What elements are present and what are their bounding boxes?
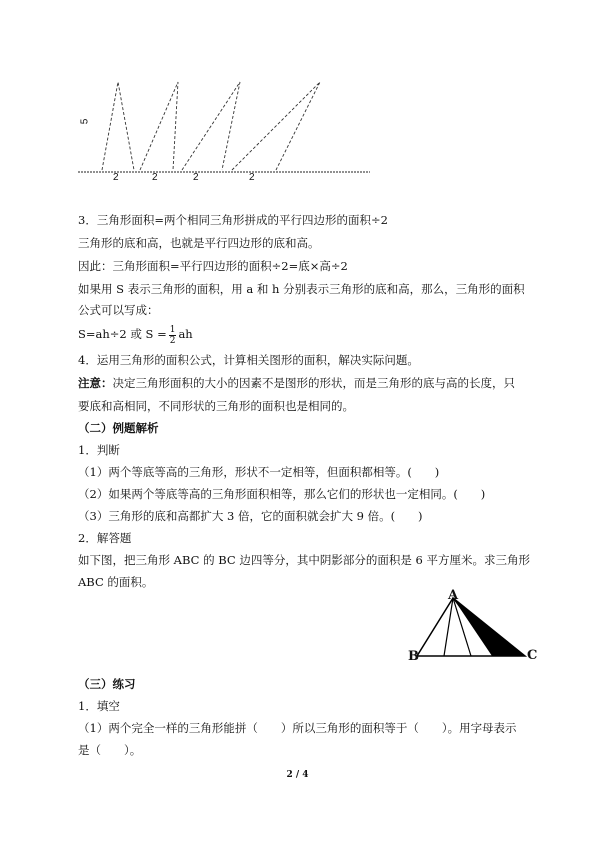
problem-line-2: ABC 的面积。 xyxy=(78,575,154,589)
therefore-line: 因此：三角形面积=平行四边形的面积÷2=底×高÷2 xyxy=(78,259,348,273)
fill-item-1: （1）两个完全一样的三角形能拼（ ）所以三角形的面积等于（ ）。用字母表示 xyxy=(78,721,517,735)
judge-item-3: （3）三角形的底和高都扩大 3 倍，它的面积就会扩大 9 倍。( ) xyxy=(78,509,423,523)
base-height-line: 三角形的底和高，也就是平行四边形的底和高。 xyxy=(78,236,320,250)
judge-heading: 1．判断 xyxy=(78,443,120,457)
judge-item-2: （2）如果两个等底等高的三角形面积相等，那么它们的形状也一定相同。( ) xyxy=(78,487,486,501)
formula-part-b: ah xyxy=(178,327,193,341)
judge-item-1: （1）两个等底等高的三角形，形状不一定相等，但面积都相等。( ) xyxy=(78,465,440,479)
triangle-4 xyxy=(232,82,320,170)
section-examples-heading: （二）例题解析 xyxy=(78,421,159,435)
item-4: 4．运用三角形的面积公式，计算相关图形的面积，解决实际问题。 xyxy=(78,353,419,367)
division-line-3 xyxy=(453,598,498,656)
division-line-1 xyxy=(444,598,453,656)
height-label: 5 xyxy=(79,118,91,125)
formula-intro-2: 公式可以写成： xyxy=(78,303,159,317)
vertex-b-label: B xyxy=(408,649,419,664)
base-label-1: 2 xyxy=(113,172,119,183)
base-label-3: 2 xyxy=(193,172,199,183)
page-number: 2 / 4 xyxy=(286,770,309,780)
fill-item-1-cont: 是（ ）。 xyxy=(78,743,142,757)
note-line-2: 要底和高相同，不同形状的三角形的面积也是相同的。 xyxy=(78,399,354,413)
formula-part-a: S=ah÷2 或 S = xyxy=(78,327,167,341)
fraction-numerator: 1 xyxy=(169,324,176,335)
note-label: 注意： xyxy=(78,376,113,390)
base-label-2: 2 xyxy=(152,172,158,183)
triangle-3 xyxy=(182,82,240,170)
formula-intro-1: 如果用 S 表示三角形的面积，用 a 和 h 分别表示三角形的底和高，那么，三角形的面积 xyxy=(78,282,525,296)
item-3: 3．三角形面积=两个相同三角形拼成的平行四边形的面积÷2 xyxy=(78,213,388,227)
note-text-1: 决定三角形面积的大小的因素不是图形的形状，而是三角形的底与高的长度，只 xyxy=(112,376,515,390)
triangle-2 xyxy=(140,82,178,170)
answer-heading: 2．解答题 xyxy=(78,531,132,545)
one-half-fraction xyxy=(169,325,177,346)
triangle-1 xyxy=(102,82,134,170)
section-practice-heading: （三）练习 xyxy=(78,677,136,691)
vertex-a-label: A xyxy=(448,588,459,603)
base-label-4: 2 xyxy=(249,172,255,183)
note-line-1 xyxy=(78,375,515,391)
fill-heading: 1．填空 xyxy=(78,699,120,713)
area-formula xyxy=(78,322,193,346)
vertex-c-label: C xyxy=(527,648,538,663)
fraction-denominator: 2 xyxy=(169,335,176,346)
problem-line-1: 如下图，把三角形 ABC 的 BC 边四等分，其中阴影部分的面积是 6 平方厘米。求三角形 xyxy=(78,553,530,567)
